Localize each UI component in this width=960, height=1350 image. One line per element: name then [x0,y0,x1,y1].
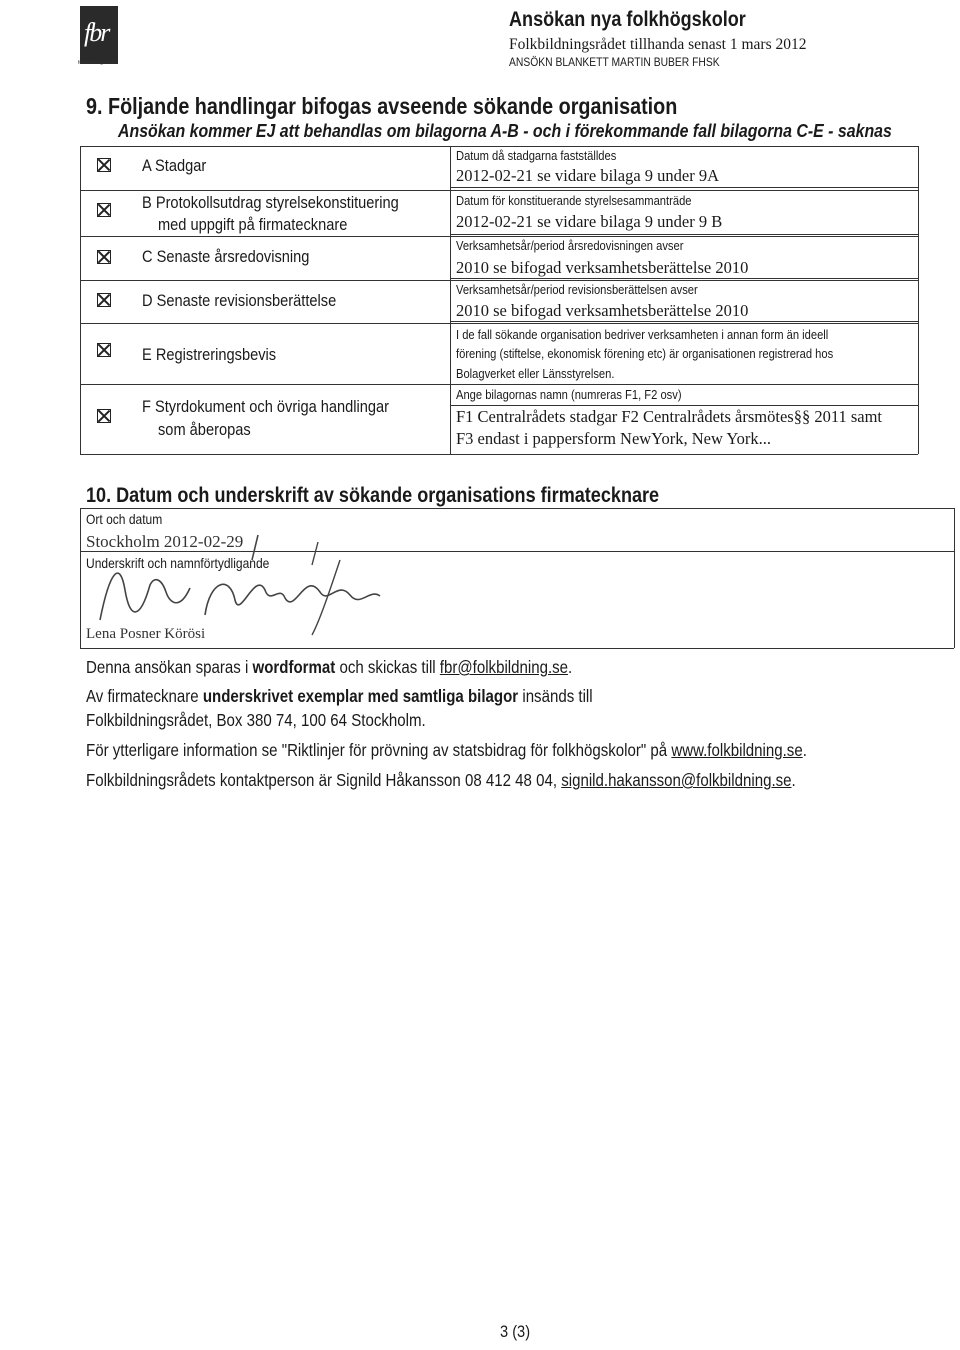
submission-instruction: Denna ansökan sparas i wordformat och skickas till fbr@folkbildning.se. [86,657,573,677]
attachment-d-label: D Senaste revisionsberättelse [142,291,337,310]
signed-copy-instruction: Av firmatecknare underskrivet exemplar med samtliga bilagor insänds till [86,686,593,706]
attachment-b-field-label: Datum för konstituerande styrelsesammanträde [456,193,692,208]
place-date-value[interactable]: Stockholm 2012-02-29 [86,532,244,551]
checkbox-f[interactable] [97,409,111,423]
checkbox-c[interactable] [97,250,111,264]
more-info-line: För ytterligare information se "Riktlinjer för prövning av statsbidrag för folkhögskolor" på www.folkbildning.se. [86,740,807,760]
section-10-heading: 10. Datum och underskrift av sökande organisations firmatecknare [86,484,660,507]
attachment-a-label: A Stadgar [142,156,207,175]
attachment-e-label: E Registreringsbevis [142,345,277,364]
attachment-c-label: C Senaste årsredovisning [142,247,310,266]
page-number: 3 (3) [500,1322,531,1341]
attachment-e-note-2: förening (stiftelse, ekonomisk förening etc) är organisationen registrerad hos [456,346,834,361]
document-title: Ansökan nya folkhögskolor [509,8,746,31]
place-date-label: Ort och datum [86,511,163,527]
attachment-b-label-2: med uppgift på firmatecknare [158,215,348,234]
checkbox-e[interactable] [97,343,111,357]
contact-email-link[interactable]: signild.hakansson@folkbildning.se [561,770,792,790]
checkbox-b[interactable] [97,203,111,217]
logo-text: fbr [84,18,109,47]
attachment-b-label-1: B Protokollsutdrag styrelsekonstituering [142,193,399,212]
checkbox-d[interactable] [97,293,111,307]
fbr-email-link[interactable]: fbr@folkbildning.se [439,657,569,677]
checkbox-a[interactable] [97,158,111,172]
attachment-a-value: 2012-02-21 se vidare bilaga 9 under 9A [456,166,720,185]
attachment-f-value-1: F1 Centralrådets stadgar F2 Centralrådets årsmötes§§ 2011 samt [456,407,883,426]
attachment-e-note-1: I de fall sökande organisation bedriver verksamheten i annan form än ideell [456,327,829,342]
signature-name: Lena Posner Körösi [86,626,206,642]
attachment-c-field-label: Verksamhetsår/period årsredovisningen avser [456,238,684,253]
attachment-f-label-2: som åberopas [158,420,251,439]
attachment-c-value: 2010 se bifogad verksamhetsberättelse 2010 [456,258,749,277]
contact-person-line: Folkbildningsrådets kontaktperson är Signild Håkansson 08 412 48 04, signild.hakansson@folkbildning.se. [86,770,796,790]
attachment-f-value-2: F3 endast i pappersform NewYork, New York... [456,429,772,448]
section-9-warning: Ansökan kommer EJ att behandlas om bilagorna A-B - och i förekommande fall bilagorna C-E - saknas [118,120,892,141]
signature-label: Underskrift och namnförtydligande [86,555,270,571]
attachment-a-field-label: Datum då stadgarna fastställdes [456,148,617,163]
website-link[interactable]: www.folkbildning.se [671,740,803,760]
attachment-d-field-label: Verksamhetsår/period revisionsberättelsen avser [456,282,698,297]
document-subtitle: Folkbildningsrådet tillhanda senast 1 mars 2012 [509,36,807,53]
handwritten-signature [80,530,400,640]
attachment-e-note-3: Bolagverket eller Länsstyrelsen. [456,366,615,381]
attachment-f-field-label: Ange bilagornas namn (numreras F1, F2 osv) [456,387,682,402]
section-9-heading: 9. Följande handlingar bifogas avseende sökande organisation [86,93,678,119]
logo-tagline: folkbildningsrådet [78,60,117,66]
postal-address: Folkbildningsrådet, Box 380 74, 100 64 Stockholm. [86,710,426,730]
attachment-b-value: 2012-02-21 se vidare bilaga 9 under 9 B [456,212,723,231]
attachment-f-label-1: F Styrdokument och övriga handlingar [142,397,390,416]
attachment-d-value: 2010 se bifogad verksamhetsberättelse 2010 [456,301,749,320]
form-identifier: ANSÖKN BLANKETT MARTIN BUBER FHSK [509,55,720,69]
